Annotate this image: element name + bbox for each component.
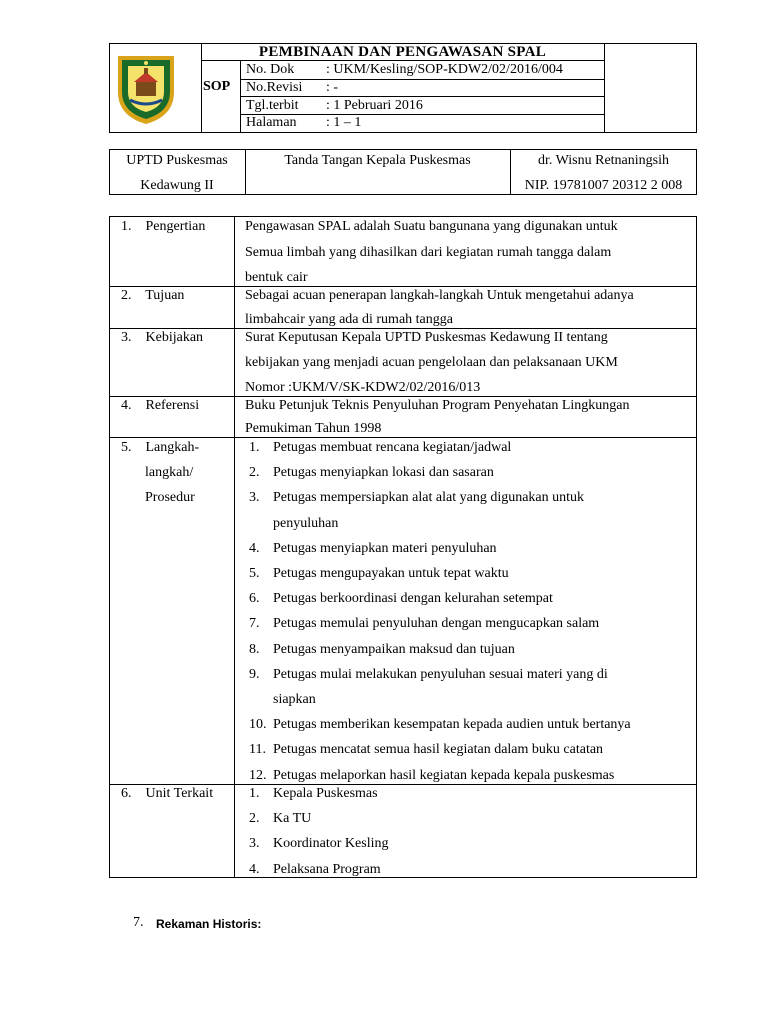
prosedur-item	[249, 767, 614, 785]
prosedur-item-number: 8.	[249, 641, 260, 657]
unit-terkait-item-text: Kepala Puskesmas	[273, 786, 378, 801]
no-dok-value: : UKM/Kesling/SOP-KDW2/02/2016/004	[326, 62, 563, 77]
prosedur-item-text: Petugas mencatat semua hasil kegiatan dalam buku catatan	[273, 742, 604, 758]
tujuan-line: limbahcair yang ada di rumah tangga	[245, 312, 453, 327]
pengertian-line: bentuk cair	[245, 270, 308, 285]
prosedur-item	[249, 666, 608, 684]
prosedur-item	[249, 565, 509, 583]
signature-label: Tanda Tangan Kepala Puskesmas	[284, 153, 471, 168]
prosedur-item-number: 2.	[249, 465, 260, 481]
unit-terkait-item	[249, 835, 388, 853]
document-title: PEMBINAAN DAN PENGAWASAN SPAL	[258, 44, 547, 60]
prosedur-item	[249, 439, 511, 457]
prosedur-item-number: 4.	[249, 540, 260, 556]
tujuan-label: 2. Tujuan	[121, 288, 185, 303]
unit-terkait-label: 6. Unit Terkait	[121, 786, 214, 801]
prosedur-item-text: Petugas menyampaikan maksud dan tujuan	[273, 641, 515, 657]
tgl-terbit-label: Tgl.terbit	[246, 98, 299, 113]
prosedur-item-text: Petugas mulai melakukan penyuluhan sesuai materi yang di	[273, 666, 608, 682]
prosedur-item-number: 12.	[249, 767, 267, 783]
kebijakan-line: Nomor :UKM/V/SK-KDW2/02/2016/013	[245, 380, 481, 395]
tgl-terbit-value: : 1 Pebruari 2016	[326, 98, 423, 113]
prosedur-item-number: 1.	[249, 440, 260, 455]
prosedur-item	[249, 515, 338, 533]
unit-terkait-item-text: Koordinator Kesling	[273, 836, 389, 852]
unit-terkait-item	[249, 861, 381, 879]
halaman-value: : 1 – 1	[326, 115, 362, 130]
referensi-label: 4. Referensi	[121, 398, 200, 413]
unit-terkait-item-number: 2.	[249, 811, 260, 827]
prosedur-item-text: Petugas mengupayakan untuk tepat waktu	[273, 566, 509, 581]
prosedur-item-text: Petugas berkoordinasi dengan kelurahan setempat	[273, 591, 553, 607]
referensi-line: Buku Petunjuk Teknis Penyuluhan Program Penyehatan Lingkungan	[245, 398, 630, 413]
prosedur-item-number: 7.	[249, 616, 260, 632]
prosedur-item-number: 3.	[249, 490, 260, 506]
prosedur-item	[249, 691, 316, 709]
prosedur-label: 5. Langkah-	[121, 440, 200, 455]
kebijakan-line: kebijakan yang menjadi acuan pengelolaan dan pelaksanaan UKM	[245, 355, 618, 370]
prosedur-item	[249, 590, 553, 608]
prosedur-item	[249, 641, 515, 659]
prosedur-item	[249, 540, 497, 558]
prosedur-item-text: Petugas memberikan kesempatan kepada audien untuk bertanya	[273, 717, 631, 733]
referensi-line: Pemukiman Tahun 1998	[245, 421, 382, 436]
prosedur-item-number: 6.	[249, 591, 260, 607]
prosedur-item-text: Petugas mempersiapkan alat alat yang digunakan untuk	[273, 490, 585, 506]
prosedur-item-number: 9.	[249, 666, 260, 682]
prosedur-item-number: 5.	[249, 566, 260, 581]
unit-terkait-item-number: 4.	[249, 861, 260, 877]
prosedur-item-number: 10.	[249, 717, 267, 733]
head-nip: NIP. 19781007 20312 2 008	[524, 178, 683, 193]
prosedur-item	[249, 464, 494, 482]
prosedur-item-text: Petugas menyiapkan lokasi dan sasaran	[273, 465, 494, 481]
prosedur-item-text: Petugas menyiapkan materi penyuluhan	[273, 540, 497, 556]
kebijakan-label: 3. Kebijakan	[121, 330, 204, 345]
prosedur-item	[249, 615, 599, 633]
unit-terkait-item	[249, 785, 378, 803]
sop-label: SOP	[203, 79, 231, 94]
unit-terkait-item	[249, 810, 311, 828]
prosedur-item	[249, 716, 631, 734]
prosedur-item	[249, 741, 603, 759]
unit-terkait-item-number: 1.	[249, 786, 260, 801]
prosedur-item-number: 11.	[249, 742, 266, 758]
prosedur-item-text: Petugas melaporkan hasil kegiatan kepada kepala puskesmas	[273, 767, 615, 783]
prosedur-item-text: siapkan	[273, 692, 316, 707]
prosedur-label: langkah/	[145, 465, 194, 480]
pengertian-line: Semua limbah yang dihasilkan dari kegiatan rumah tangga dalam	[245, 245, 612, 260]
prosedur-item-text: penyuluhan	[273, 515, 339, 531]
footer-number: 7.	[133, 915, 144, 930]
prosedur-label: Prosedur	[145, 490, 195, 505]
kebijakan-line: Surat Keputusan Kepala UPTD Puskesmas Kedawung II tentang	[245, 330, 608, 345]
tujuan-line: Sebagai acuan penerapan langkah-langkah Untuk mengetahui adanya	[245, 288, 634, 303]
unit-name-line1: UPTD Puskesmas	[126, 153, 228, 168]
regional-emblem-icon	[114, 52, 178, 126]
prosedur-item-text: Petugas membuat rencana kegiatan/jadwal	[273, 440, 512, 455]
pengertian-line: Pengawasan SPAL adalah Suatu bangunana yang digunakan untuk	[245, 219, 618, 234]
no-revisi-label: No.Revisi	[246, 80, 303, 95]
no-dok-label: No. Dok	[246, 62, 295, 77]
pengertian-label: 1. Pengertian	[121, 219, 206, 234]
no-revisi-value: : -	[326, 80, 339, 95]
unit-terkait-item-text: Pelaksana Program	[273, 861, 381, 877]
unit-name-line2: Kedawung II	[140, 178, 214, 193]
unit-terkait-item-number: 3.	[249, 836, 260, 852]
prosedur-item	[249, 489, 584, 507]
head-name: dr. Wisnu Retnaningsih	[537, 153, 669, 168]
unit-terkait-item-text: Ka TU	[273, 811, 312, 827]
prosedur-item-text: Petugas memulai penyuluhan dengan mengucapkan salam	[273, 616, 600, 632]
halaman-label: Halaman	[246, 115, 297, 130]
rekaman-historis-label: Rekaman Historis:	[156, 917, 262, 931]
